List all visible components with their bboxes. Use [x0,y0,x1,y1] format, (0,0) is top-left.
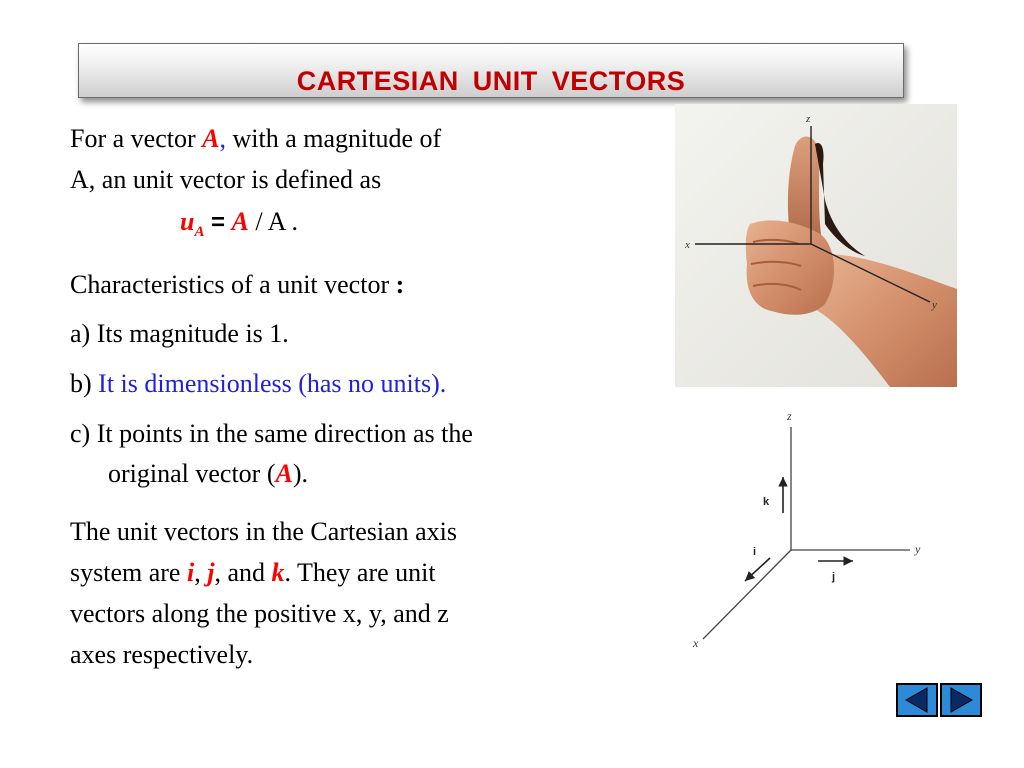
triangle-left-icon [898,685,936,715]
characteristic-b-prefix: b) [70,369,99,398]
eq-rest: / A . [248,207,298,236]
intro-line-1-pre: For a vector [70,124,203,153]
axes-i-label: i [753,546,757,558]
eq-u-subscript: A [194,224,205,240]
i-arrow-icon [745,558,770,581]
hand-z-label: z [806,113,811,125]
characteristic-b [70,367,446,401]
slide-title: CARTESIAN UNIT VECTORS [296,66,686,96]
intro-line-2: A, an unit vector is defined as [70,165,382,194]
axes-k-label: k [763,496,770,508]
right-hand-rule-image [675,104,957,387]
intro-comma: , [219,124,226,153]
axes-z-label: z [787,409,792,423]
vector-a-symbol: A [202,124,220,153]
sep-2: , and [214,558,272,587]
eq-equals: = [210,209,225,236]
axes-j-label: j [832,571,836,583]
axes-x-label: x [693,636,699,650]
hand-x-label: x [685,239,690,251]
characteristic-a: a) Its magnitude is 1. [70,319,289,348]
intro-line-1-post: with a magnitude of [225,124,442,153]
unit-vector-i: i [186,558,195,587]
next-slide-button[interactable] [940,683,982,717]
unit-vector-j: j [207,558,215,587]
characteristic-c-post: ). [292,459,309,488]
characteristics-colon: : [395,270,405,299]
triangle-right-icon [942,685,980,715]
characteristic-c-pre: original vector ( [108,459,276,488]
axes-diagram-svg [675,395,957,670]
right-hand-rule-illustration [675,104,957,387]
title-bar [78,43,904,98]
characteristic-c-vector: A [275,459,293,488]
eq-vector-a: A [231,207,249,236]
characteristic-c-line-1: c) It points in the same direction as the [70,419,473,448]
cartesian-line-2-pre: system are [70,558,187,587]
characteristics-heading-text: Characteristics of a unit vector [70,270,396,299]
slide-navigation [896,683,982,717]
characteristic-b-text: It is dimensionless (has no units). [98,369,447,398]
sep-1: , [194,558,201,587]
unit-vector-equation [180,205,298,249]
cartesian-line-2-post: . They are unit [284,558,436,587]
characteristics-heading [70,268,404,302]
cartesian-line-1: The unit vectors in the Cartesian axis [70,517,458,546]
eq-u-symbol: u [180,207,195,236]
cartesian-line-4: axes respectively. [70,640,254,669]
axes-y-label: y [915,542,921,556]
unit-vector-k: k [271,558,285,587]
hand-y-label: y [932,299,937,311]
cartesian-line-3: vectors along the positive x, y, and z [70,599,449,628]
unit-vector-axes-diagram [675,395,957,670]
characteristic-c-line-2 [108,457,308,491]
previous-slide-button[interactable] [896,683,938,717]
cartesian-line-2 [70,556,436,590]
intro-line-1 [70,122,441,156]
